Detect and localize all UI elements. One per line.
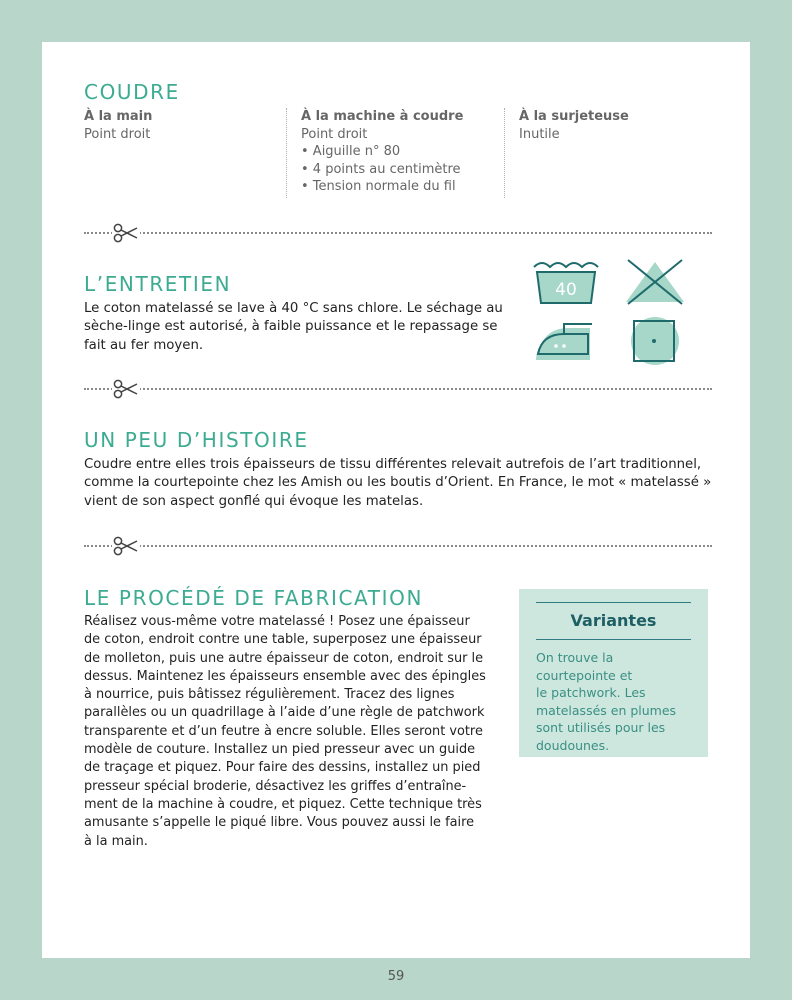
text-line: courtepointe et bbox=[536, 667, 633, 683]
page bbox=[42, 42, 750, 958]
variantes-box bbox=[519, 589, 708, 757]
text-line: fait au fer moyen. bbox=[84, 337, 204, 353]
text-line: modèle de couture. Installez un pied presseur avec un guide bbox=[84, 742, 476, 758]
section-title-histoire: UN PEU D’HISTOIRE bbox=[84, 428, 309, 452]
text-line: parallèles ou un quadrillage à l’aide d’une règle de patchwork bbox=[84, 705, 485, 721]
text-line: transparente et d’un feutre à encre soluble. Elles seront votre bbox=[84, 723, 483, 739]
method-line: Inutile bbox=[519, 126, 560, 142]
page-number: 59 bbox=[387, 969, 405, 984]
sewing-methods bbox=[84, 108, 724, 198]
text-line: On trouve la bbox=[536, 650, 614, 665]
dotted-rule bbox=[84, 388, 712, 390]
text-line: ment de la machine à coudre, et piquez. Cette technique très bbox=[84, 796, 482, 812]
text-line: dessus. Maintenez les épaisseurs ensemble avec des épingles bbox=[84, 668, 486, 684]
text-line: sèche-linge est autorisé, à faible puissance et le repassage se bbox=[84, 319, 498, 335]
method-line: Point droit bbox=[301, 126, 368, 142]
text-line: de coton, endroit contre une table, superposez une épaisseur bbox=[84, 632, 482, 648]
scissors-icon bbox=[112, 536, 140, 556]
method-line: Point droit bbox=[84, 126, 151, 142]
section-title-procede: LE PROCÉDÉ DE FABRICATION bbox=[84, 586, 424, 610]
text-line: sont utilisés pour les bbox=[536, 720, 666, 736]
text-line: le patchwork. Les bbox=[536, 685, 646, 701]
text-line: vient de son aspect gonflé qui évoque les matelas. bbox=[84, 493, 424, 509]
section-title-coudre: COUDRE bbox=[84, 80, 180, 104]
procede-text bbox=[84, 613, 494, 851]
method-label: À la surjeteuse bbox=[519, 109, 629, 124]
method-column-hand bbox=[84, 108, 274, 198]
wash-temp-label: 40 bbox=[555, 280, 577, 300]
method-line: • Tension normale du fil bbox=[301, 179, 456, 194]
histoire-text bbox=[84, 456, 724, 511]
text-line: presseur spécial broderie, désactivez les griffes d’entraîne- bbox=[84, 778, 467, 794]
text-line: Coudre entre elles trois épaisseurs de tissu différentes relevait autrefois de l’art traditionnel, bbox=[84, 457, 702, 472]
wash-40-icon bbox=[530, 257, 602, 307]
method-column-serger bbox=[504, 108, 719, 198]
text-line: doudounes. bbox=[536, 737, 610, 753]
cut-line bbox=[84, 223, 712, 243]
variantes-text bbox=[536, 649, 701, 755]
text-line: comme la courtepointe chez les Amish ou les boutis d’Orient. En France, le mot « matelassé » bbox=[84, 475, 712, 491]
iron-medium-icon bbox=[530, 316, 602, 366]
scissors-icon bbox=[112, 379, 140, 399]
no-bleach-icon bbox=[622, 258, 688, 306]
method-line: • 4 points au centimètre bbox=[301, 161, 461, 177]
method-label: À la machine à coudre bbox=[301, 109, 464, 124]
method-column-machine bbox=[286, 108, 501, 198]
method-label: À la main bbox=[84, 109, 153, 124]
section-title-entretien: L’ENTRETIEN bbox=[84, 272, 232, 296]
tumble-dry-low-icon bbox=[624, 315, 686, 367]
text-line: Réalisez vous-même votre matelassé ! Posez une épaisseur bbox=[84, 614, 470, 629]
variantes-title: Variantes bbox=[570, 611, 657, 630]
text-line: à nourrice, puis bâtissez régulièrement. Tracez des lignes bbox=[84, 687, 455, 703]
text-line: amusante s’appelle le piqué libre. Vous pouvez aussi le faire bbox=[84, 815, 475, 831]
dotted-rule bbox=[84, 545, 712, 547]
text-line: matelassés en plumes bbox=[536, 702, 677, 718]
text-line: de molleton, puis une autre épaisseur de coton, endroit sur le bbox=[84, 650, 484, 666]
box-rule-top bbox=[536, 602, 691, 603]
method-line: • Aiguille n° 80 bbox=[301, 144, 401, 159]
dotted-rule bbox=[84, 232, 712, 234]
cut-line bbox=[84, 536, 712, 556]
scissors-icon bbox=[112, 223, 140, 243]
text-line: Le coton matelassé se lave à 40 °C sans chlore. Le séchage au bbox=[84, 301, 503, 316]
box-rule-bottom bbox=[536, 639, 691, 640]
text-line: de traçage et piquez. Pour faire des dessins, installez un pied bbox=[84, 760, 481, 776]
cut-line bbox=[84, 379, 712, 399]
text-line: à la main. bbox=[84, 833, 148, 849]
entretien-text bbox=[84, 300, 504, 355]
